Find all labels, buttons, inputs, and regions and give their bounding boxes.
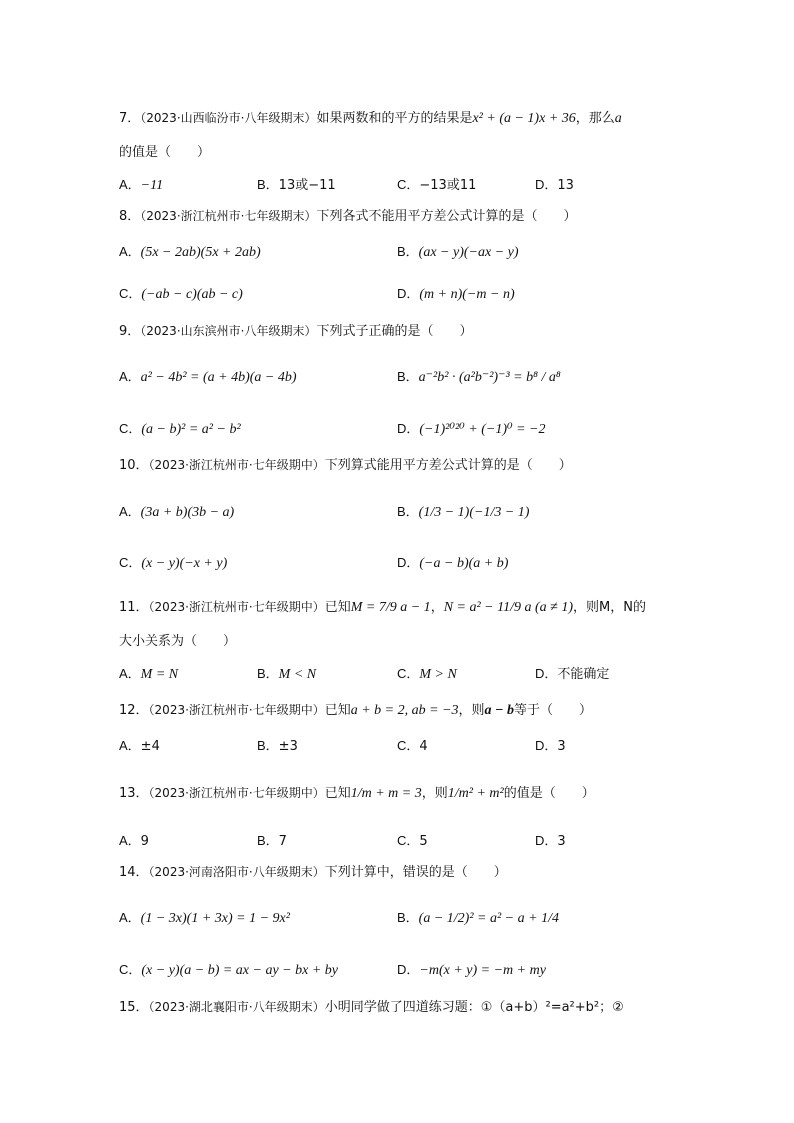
q10-option-b[interactable]: B．(1/3 − 1)(−1/3 − 1) (397, 504, 530, 520)
q11-option-a[interactable]: A．M = N (119, 666, 179, 682)
question-15-stem: 15．（2023·湖北襄阳市·八年级期末）小明同学做了四道练习题：①（a+b）²=a²+b²；② (119, 1000, 624, 1015)
question-7-stem-cont: 的值是（ ） (119, 145, 211, 160)
q10-option-a[interactable]: A．(3a + b)(3b − a) (119, 504, 235, 520)
q14-option-a[interactable]: A．(1 − 3x)(1 + 3x) = 1 − 9x² (119, 910, 290, 926)
q7-option-c[interactable]: C．−13或11 (397, 177, 477, 193)
q13-option-d[interactable]: D．3 (535, 833, 566, 849)
q7-option-a[interactable]: A．−11 (119, 177, 164, 193)
q11-option-b[interactable]: B．M < N (257, 666, 317, 682)
q8-option-a[interactable]: A．(5x − 2ab)(5x + 2ab) (119, 244, 261, 260)
q12-option-d[interactable]: D．3 (535, 738, 566, 754)
q8-option-d[interactable]: D．(m + n)(−m − n) (397, 286, 515, 302)
q11-option-c[interactable]: C．M > N (397, 666, 457, 682)
q13-option-a[interactable]: A．9 (119, 833, 149, 849)
q8-option-b[interactable]: B．(ax − y)(−ax − y) (397, 244, 519, 260)
q7-option-b[interactable]: B．13或−11 (257, 177, 336, 193)
q12-option-c[interactable]: C．4 (397, 738, 428, 754)
q13-option-c[interactable]: C．5 (397, 833, 428, 849)
question-11-stem: 11．（2023·浙江杭州市·七年级期中）已知M = 7/9 a − 1，N = a² − 11/9 a (a ≠ 1)，则M，N的 (119, 600, 646, 615)
q10-option-c[interactable]: C．(x − y)(−x + y) (119, 555, 228, 571)
q13-option-b[interactable]: B．7 (257, 833, 287, 849)
q9-option-d[interactable]: D．(−1)²⁰²⁰ + (−1)⁰ = −2 (397, 421, 546, 437)
q11-option-d[interactable]: D．不能确定 (535, 666, 610, 682)
question-13-stem: 13．（2023·浙江杭州市·七年级期中）已知1/m + m = 3，则1/m² + m²的值是（ ） (119, 786, 595, 801)
question-9-stem: 9．（2023·山东滨州市·八年级期末）下列式子正确的是（ ） (119, 324, 473, 339)
question-10-stem: 10．（2023·浙江杭州市·七年级期中）下列算式能用平方差公式计算的是（ ） (119, 458, 572, 473)
q12-option-a[interactable]: A．±4 (119, 738, 160, 754)
q7-option-d[interactable]: D．13 (535, 177, 574, 193)
question-12-stem: 12．（2023·浙江杭州市·七年级期中）已知a + b = 2, ab = −3，则a − b等于（ ） (119, 703, 593, 718)
q14-option-c[interactable]: C．(x − y)(a − b) = ax − ay − bx + by (119, 962, 339, 978)
q14-option-d[interactable]: D．−m(x + y) = −m + my (397, 962, 546, 978)
q9-option-c[interactable]: C．(a − b)² = a² − b² (119, 421, 241, 437)
question-14-stem: 14．（2023·河南洛阳市·八年级期末）下列计算中，错误的是（ ） (119, 865, 507, 880)
q8-option-c[interactable]: C．(−ab − c)(ab − c) (119, 286, 243, 302)
q9-option-a[interactable]: A．a² − 4b² = (a + 4b)(a − 4b) (119, 369, 297, 385)
question-8-stem: 8．（2023·浙江杭州市·七年级期末）下列各式不能用平方差公式计算的是（ ） (119, 209, 577, 224)
q12-option-b[interactable]: B．±3 (257, 738, 298, 754)
q9-option-b[interactable]: B．a⁻²b² · (a²b⁻²)⁻³ = b⁸ / a⁸ (397, 369, 561, 385)
question-11-stem-cont: 大小关系为（ ） (119, 634, 237, 649)
q14-option-b[interactable]: B．(a − 1/2)² = a² − a + 1/4 (397, 910, 559, 926)
question-7-stem: 7．（2023·山西临汾市·八年级期末）如果两数和的平方的结果是x² + (a − 1)x + 36，那么a (119, 111, 622, 126)
q10-option-d[interactable]: D．(−a − b)(a + b) (397, 555, 509, 571)
